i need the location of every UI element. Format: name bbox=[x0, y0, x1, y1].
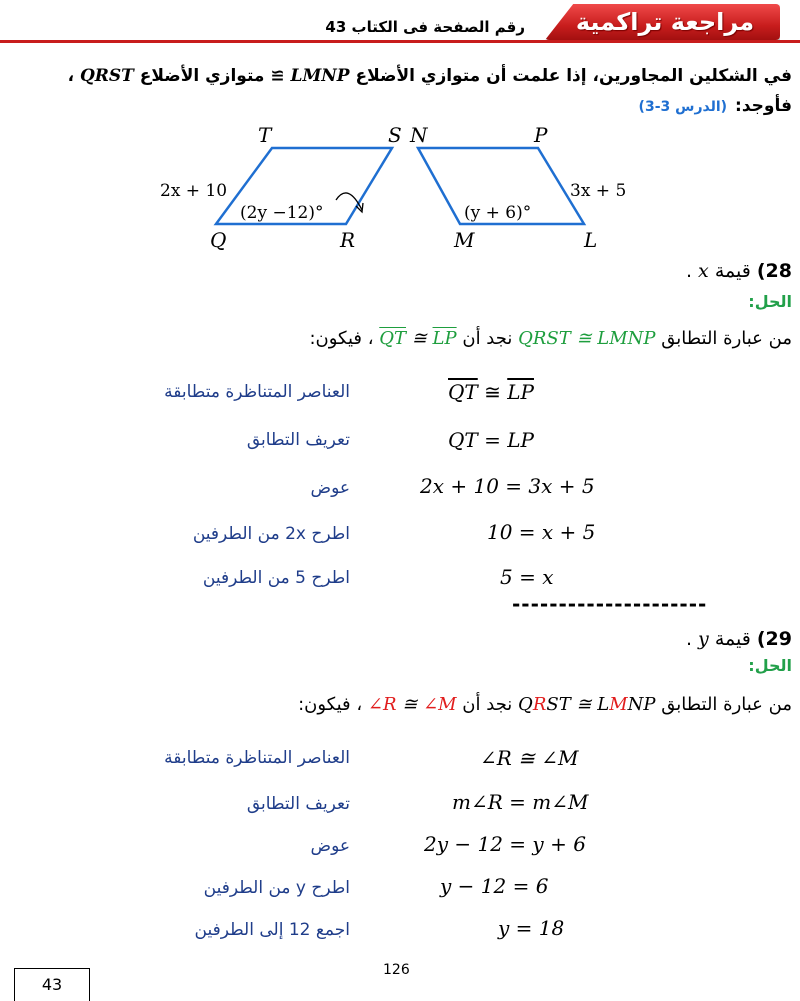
q29-reason-2: تعريف التطابق bbox=[246, 794, 350, 814]
side-label-lp: 3x + 5 bbox=[570, 181, 627, 201]
q29-reason-5: اجمع 12 إلى الطرفين bbox=[194, 920, 350, 940]
q28-eq1-qt: $\overline{QT}$ bbox=[448, 380, 478, 404]
q28-equation-5: 5 = x bbox=[500, 565, 554, 589]
q28-lead-qt: $\overline{QT}$ bbox=[379, 328, 407, 349]
q28-reason-2: تعريف التطابق bbox=[246, 430, 350, 450]
header-banner-title: مراجعة تراكمية bbox=[575, 8, 755, 36]
footer-page-number: 126 bbox=[383, 962, 410, 978]
q29-lead-angle-r: ∠R bbox=[367, 694, 397, 715]
intro-lmnp: LMNP bbox=[290, 66, 350, 86]
question-29-prompt: قيمة bbox=[714, 628, 751, 650]
angle-label-r: (2y −12)° bbox=[240, 203, 324, 223]
q29-reason-4: اطرح y من الطرفين bbox=[203, 878, 350, 898]
parallelogram-qrst bbox=[160, 126, 402, 252]
intro-text-a: في الشكلين المجاورين، إذا علمت أن متوازي الأضلاع bbox=[349, 66, 792, 86]
vertex-label-m: M bbox=[454, 228, 475, 252]
question-29-number: 29) bbox=[756, 628, 792, 650]
book-page-reference: رقم الصفحة فى الكتاب 43 bbox=[325, 18, 525, 36]
q29-lead-b: نجد أن bbox=[456, 694, 519, 715]
q28-lead-congruence: QRST ≅ LMNP bbox=[518, 328, 656, 349]
q29-lead-a: من عبارة التطابق bbox=[655, 694, 792, 715]
vertex-label-s: S bbox=[388, 126, 402, 147]
q28-lead-lp: $\overline{LP}$ bbox=[432, 328, 457, 349]
question-28-variable: x bbox=[698, 260, 709, 282]
question-28-heading: 28) قيمة x . bbox=[685, 260, 792, 282]
q29-lead-c: ، فيكون: bbox=[298, 694, 368, 715]
vertex-label-q: Q bbox=[210, 228, 227, 252]
q29-equation-2: m∠R = m∠M bbox=[452, 790, 589, 814]
q28-reason-1: العناصر المتناظرة متطابقة bbox=[164, 382, 350, 402]
parallelogram-lmnp bbox=[409, 126, 626, 252]
question-28-prompt: قيمة bbox=[714, 260, 751, 282]
footer-box-number: 43 bbox=[14, 968, 90, 1001]
q28-lead-c: ، فيكون: bbox=[309, 328, 380, 349]
question-29-variable: y bbox=[698, 628, 709, 650]
angle-label-m: (y + 6)° bbox=[464, 203, 532, 223]
q28-lead-a: من عبارة التطابق bbox=[655, 328, 792, 349]
intro-text-c: ، bbox=[67, 66, 80, 86]
q29-reason-3: عوض bbox=[310, 836, 350, 856]
q29-equation-5: y = 18 bbox=[498, 916, 565, 940]
q28-reason-4: اطرح 2x من الطرفين bbox=[192, 524, 350, 544]
section-divider: --------------------- bbox=[512, 592, 708, 616]
q28-lead-b: نجد أن bbox=[456, 328, 519, 349]
q29-equation-1: ∠R ≅ ∠M bbox=[480, 746, 579, 770]
q29-equation-4: y − 12 = 6 bbox=[440, 874, 549, 898]
intro-text-b: ≅ متوازي الأضلاع bbox=[133, 66, 291, 86]
vertex-label-t: T bbox=[258, 126, 272, 147]
intro-qrst: QRST bbox=[79, 66, 134, 86]
q28-equation-3: 2x + 10 = 3x + 5 bbox=[420, 474, 595, 498]
vertex-label-n: N bbox=[410, 126, 428, 147]
vertex-label-l: L bbox=[584, 228, 598, 252]
lesson-reference: (الدرس 3-3) bbox=[638, 99, 728, 115]
q29-lead-congruence: QRST ≅ LMNP bbox=[518, 694, 656, 715]
q28-eq1-op: ≅ bbox=[477, 380, 508, 404]
intro-line-2 bbox=[639, 96, 792, 116]
question-28-number: 28) bbox=[756, 260, 792, 282]
q28-eq1-lp: $\overline{LP}$ bbox=[507, 380, 534, 404]
q28-equation-1 bbox=[448, 380, 534, 404]
q28-reason-3: عوض bbox=[310, 478, 350, 498]
vertex-label-p: P bbox=[534, 126, 548, 147]
q28-equation-4: 10 = x + 5 bbox=[487, 520, 596, 544]
intro-line-1 bbox=[68, 66, 792, 86]
q28-equation-2: QT = LP bbox=[448, 428, 534, 452]
parallelograms-figure bbox=[150, 126, 650, 261]
q28-reason-5: اطرح 5 من الطرفين bbox=[202, 568, 350, 588]
q29-reason-1: العناصر المتناظرة متطابقة bbox=[164, 748, 350, 768]
intro-find: فأوجد: bbox=[735, 96, 792, 116]
question-29-heading: 29) قيمة y . bbox=[685, 628, 792, 650]
q29-equation-3: 2y − 12 = y + 6 bbox=[424, 832, 586, 856]
question-29-solution-label: الحل: bbox=[748, 656, 792, 675]
question-29-lead: من عبارة التطابق QRST ≅ LMNP نجد أن ∠R ≅ ∠M ، فيكون: bbox=[298, 694, 792, 715]
question-28-lead: من عبارة التطابق QRST ≅ LMNP نجد أن $\overline{QT}$ ≅ $\overline{LP}$ ، فيكون: bbox=[309, 328, 792, 349]
question-28-solution-label: الحل: bbox=[748, 292, 792, 311]
side-label-qt: 2x + 10 bbox=[160, 181, 228, 201]
vertex-label-r: R bbox=[340, 228, 356, 252]
header-rule bbox=[0, 40, 800, 43]
q29-lead-angle-m: ∠M bbox=[423, 694, 457, 715]
